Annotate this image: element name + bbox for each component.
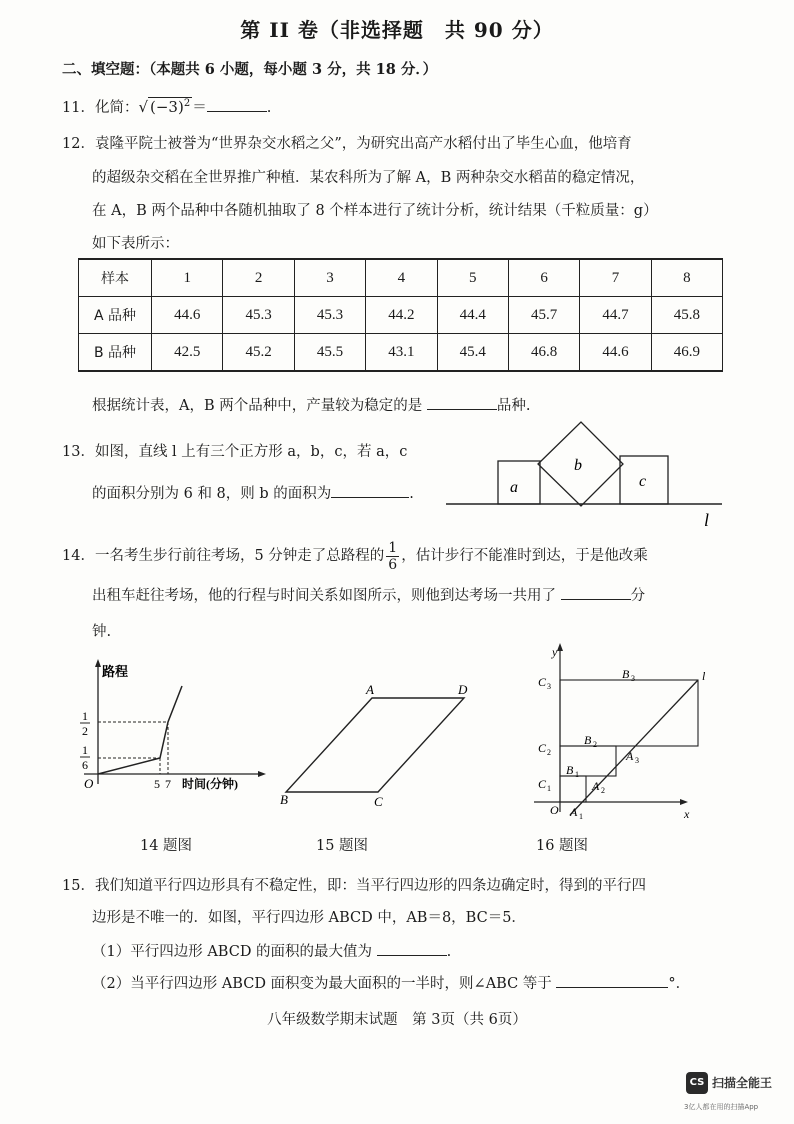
svg-text:5: 5 (154, 777, 160, 791)
svg-text:1: 1 (547, 784, 551, 793)
question-12-line2: 的超级杂交稻在全世界推广种植．某农科所为了解 A，B 两种杂交水稻苗的稳定情况， (92, 170, 645, 186)
watermark-subtitle: 3亿人都在用的扫描App (684, 1103, 759, 1111)
question-14-line2: 出租车赶往考场，他的行程与时间关系如图所示，则他到达考场一共用了 分 (92, 584, 645, 605)
question-12-line4: 如下表所示： (92, 236, 179, 252)
square-a (498, 461, 540, 504)
svg-text:A: A (366, 682, 374, 697)
svg-text:C: C (374, 794, 383, 809)
figure-16-staircase (530, 640, 710, 820)
table-row: A 品种 44.6 45.3 45.3 44.2 44.4 45.7 44.7 45.8 (79, 297, 723, 334)
label-c: c (639, 473, 647, 490)
svg-text:7: 7 (165, 777, 171, 791)
answer-blank-13[interactable] (331, 483, 409, 498)
answer-blank-11[interactable] (207, 97, 267, 112)
question-11: 11．化简：√ $(-3)^2$ ＝ . (62, 98, 272, 116)
answer-blank-15-2[interactable] (556, 973, 668, 988)
svg-text:C: C (538, 777, 547, 791)
figure-14-graph (70, 656, 270, 806)
svg-text:x: x (684, 807, 690, 820)
question-15-sub2: （2）当平行四边形 ABCD 面积变为最大面积的一半时，则∠ABC 等于 °． (92, 972, 690, 993)
fraction-one-sixth: $\frac{1}{6}$ (388, 539, 398, 573)
question-12-answer: 根据统计表，A，B 两个品种中，产量较为稳定的是 品种. (92, 394, 530, 415)
question-15-line2: 边形是不唯一的．如图，平行四边形 ABCD 中，AB＝8，BC＝5． (92, 910, 526, 926)
caption-fig14: 14 题图 (140, 838, 193, 854)
answer-blank-14[interactable] (561, 585, 631, 600)
caption-fig16: 16 题图 (536, 838, 589, 854)
question-13-line2: 的面积分别为 6 和 8，则 b 的面积为 . (92, 482, 414, 503)
svg-text:时间(分钟): 时间(分钟) (182, 777, 238, 791)
svg-text:C: C (538, 675, 547, 689)
question-15-sub1: （1）平行四边形 ABCD 的面积的最大值为 . (92, 940, 451, 961)
watermark-name: 扫描全能王 (712, 1076, 773, 1090)
svg-text:A: A (626, 749, 634, 763)
svg-text:1: 1 (579, 812, 583, 820)
q11-number: 11． (62, 100, 95, 116)
page-footer: 八年级数学期末试题 第 3页（共 6页） (267, 1012, 527, 1028)
svg-text:B: B (622, 667, 630, 681)
question-15-line1: 15．我们知道平行四边形具有不稳定性，即：当平行四边形的四条边确定时，得到的平行四 (62, 878, 646, 894)
label-b: b (574, 457, 582, 474)
svg-text:1: 1 (82, 709, 88, 723)
answer-blank-12[interactable] (427, 395, 497, 410)
svg-text:O: O (84, 776, 94, 791)
caption-fig15: 15 题图 (316, 838, 369, 854)
question-13-line1: 13．如图，直线 l 上有三个正方形 a，b，c，若 a，c (62, 444, 408, 460)
svg-text:A: A (570, 805, 578, 819)
svg-text:2: 2 (593, 740, 597, 749)
svg-text:1: 1 (575, 770, 579, 779)
question-14-line1: 14．一名考生步行前往考场，5 分钟走了总路程的 $\frac{1}{6}$ ，估计步行不能准时到达，于是他改乘 (62, 539, 648, 573)
svg-text:6: 6 (82, 758, 88, 772)
svg-text:3: 3 (635, 756, 639, 765)
svg-text:A: A (592, 779, 600, 793)
figure-15-parallelogram (276, 680, 476, 810)
svg-text:1: 1 (82, 743, 88, 757)
camscanner-logo-icon: CS (686, 1072, 708, 1094)
svg-text:2: 2 (601, 786, 605, 795)
svg-text:2: 2 (547, 748, 551, 757)
question-12-line1: 12．袁隆平院士被誉为“世界杂交水稻之父”，为研究出高产水稻付出了毕生心血，他培育 (62, 136, 632, 152)
sqrt-expression: √ $(-3)^2$ (138, 98, 191, 116)
svg-text:O: O (550, 803, 559, 817)
figure-13-squares (440, 418, 730, 530)
svg-text:C: C (538, 741, 547, 755)
svg-text:B: B (584, 733, 592, 747)
label-l: l (704, 510, 710, 530)
statistics-table (78, 258, 723, 372)
svg-text:3: 3 (631, 674, 635, 683)
label-a: a (510, 479, 518, 496)
svg-text:3: 3 (547, 682, 551, 691)
table-row: B 品种 42.5 45.2 45.5 43.1 45.4 46.8 44.6 46.9 (79, 334, 723, 372)
q11-text: 化简： (94, 100, 139, 116)
svg-text:l: l (702, 669, 706, 683)
section-heading: 二、填空题：（本题共 6 小题，每小题 3 分，共 18 分．） (62, 61, 438, 78)
table-header-row: 样本 1 2 3 4 5 6 7 8 (79, 259, 723, 297)
svg-text:2: 2 (82, 724, 88, 738)
svg-text:路程: 路程 (102, 664, 129, 679)
svg-text:B: B (280, 792, 288, 807)
page-title: 第 II 卷（非选择题 共 90 分） (240, 18, 554, 42)
answer-blank-15-1[interactable] (377, 941, 447, 956)
svg-text:y: y (552, 645, 558, 659)
question-14-line3: 钟. (92, 624, 112, 640)
question-12-line3: 在 A，B 两个品种中各随机抽取了 8 个样本进行了统计分析，统计结果（千粒质量：g） (92, 203, 658, 219)
svg-text:D: D (458, 682, 468, 697)
svg-text:B: B (566, 763, 574, 777)
